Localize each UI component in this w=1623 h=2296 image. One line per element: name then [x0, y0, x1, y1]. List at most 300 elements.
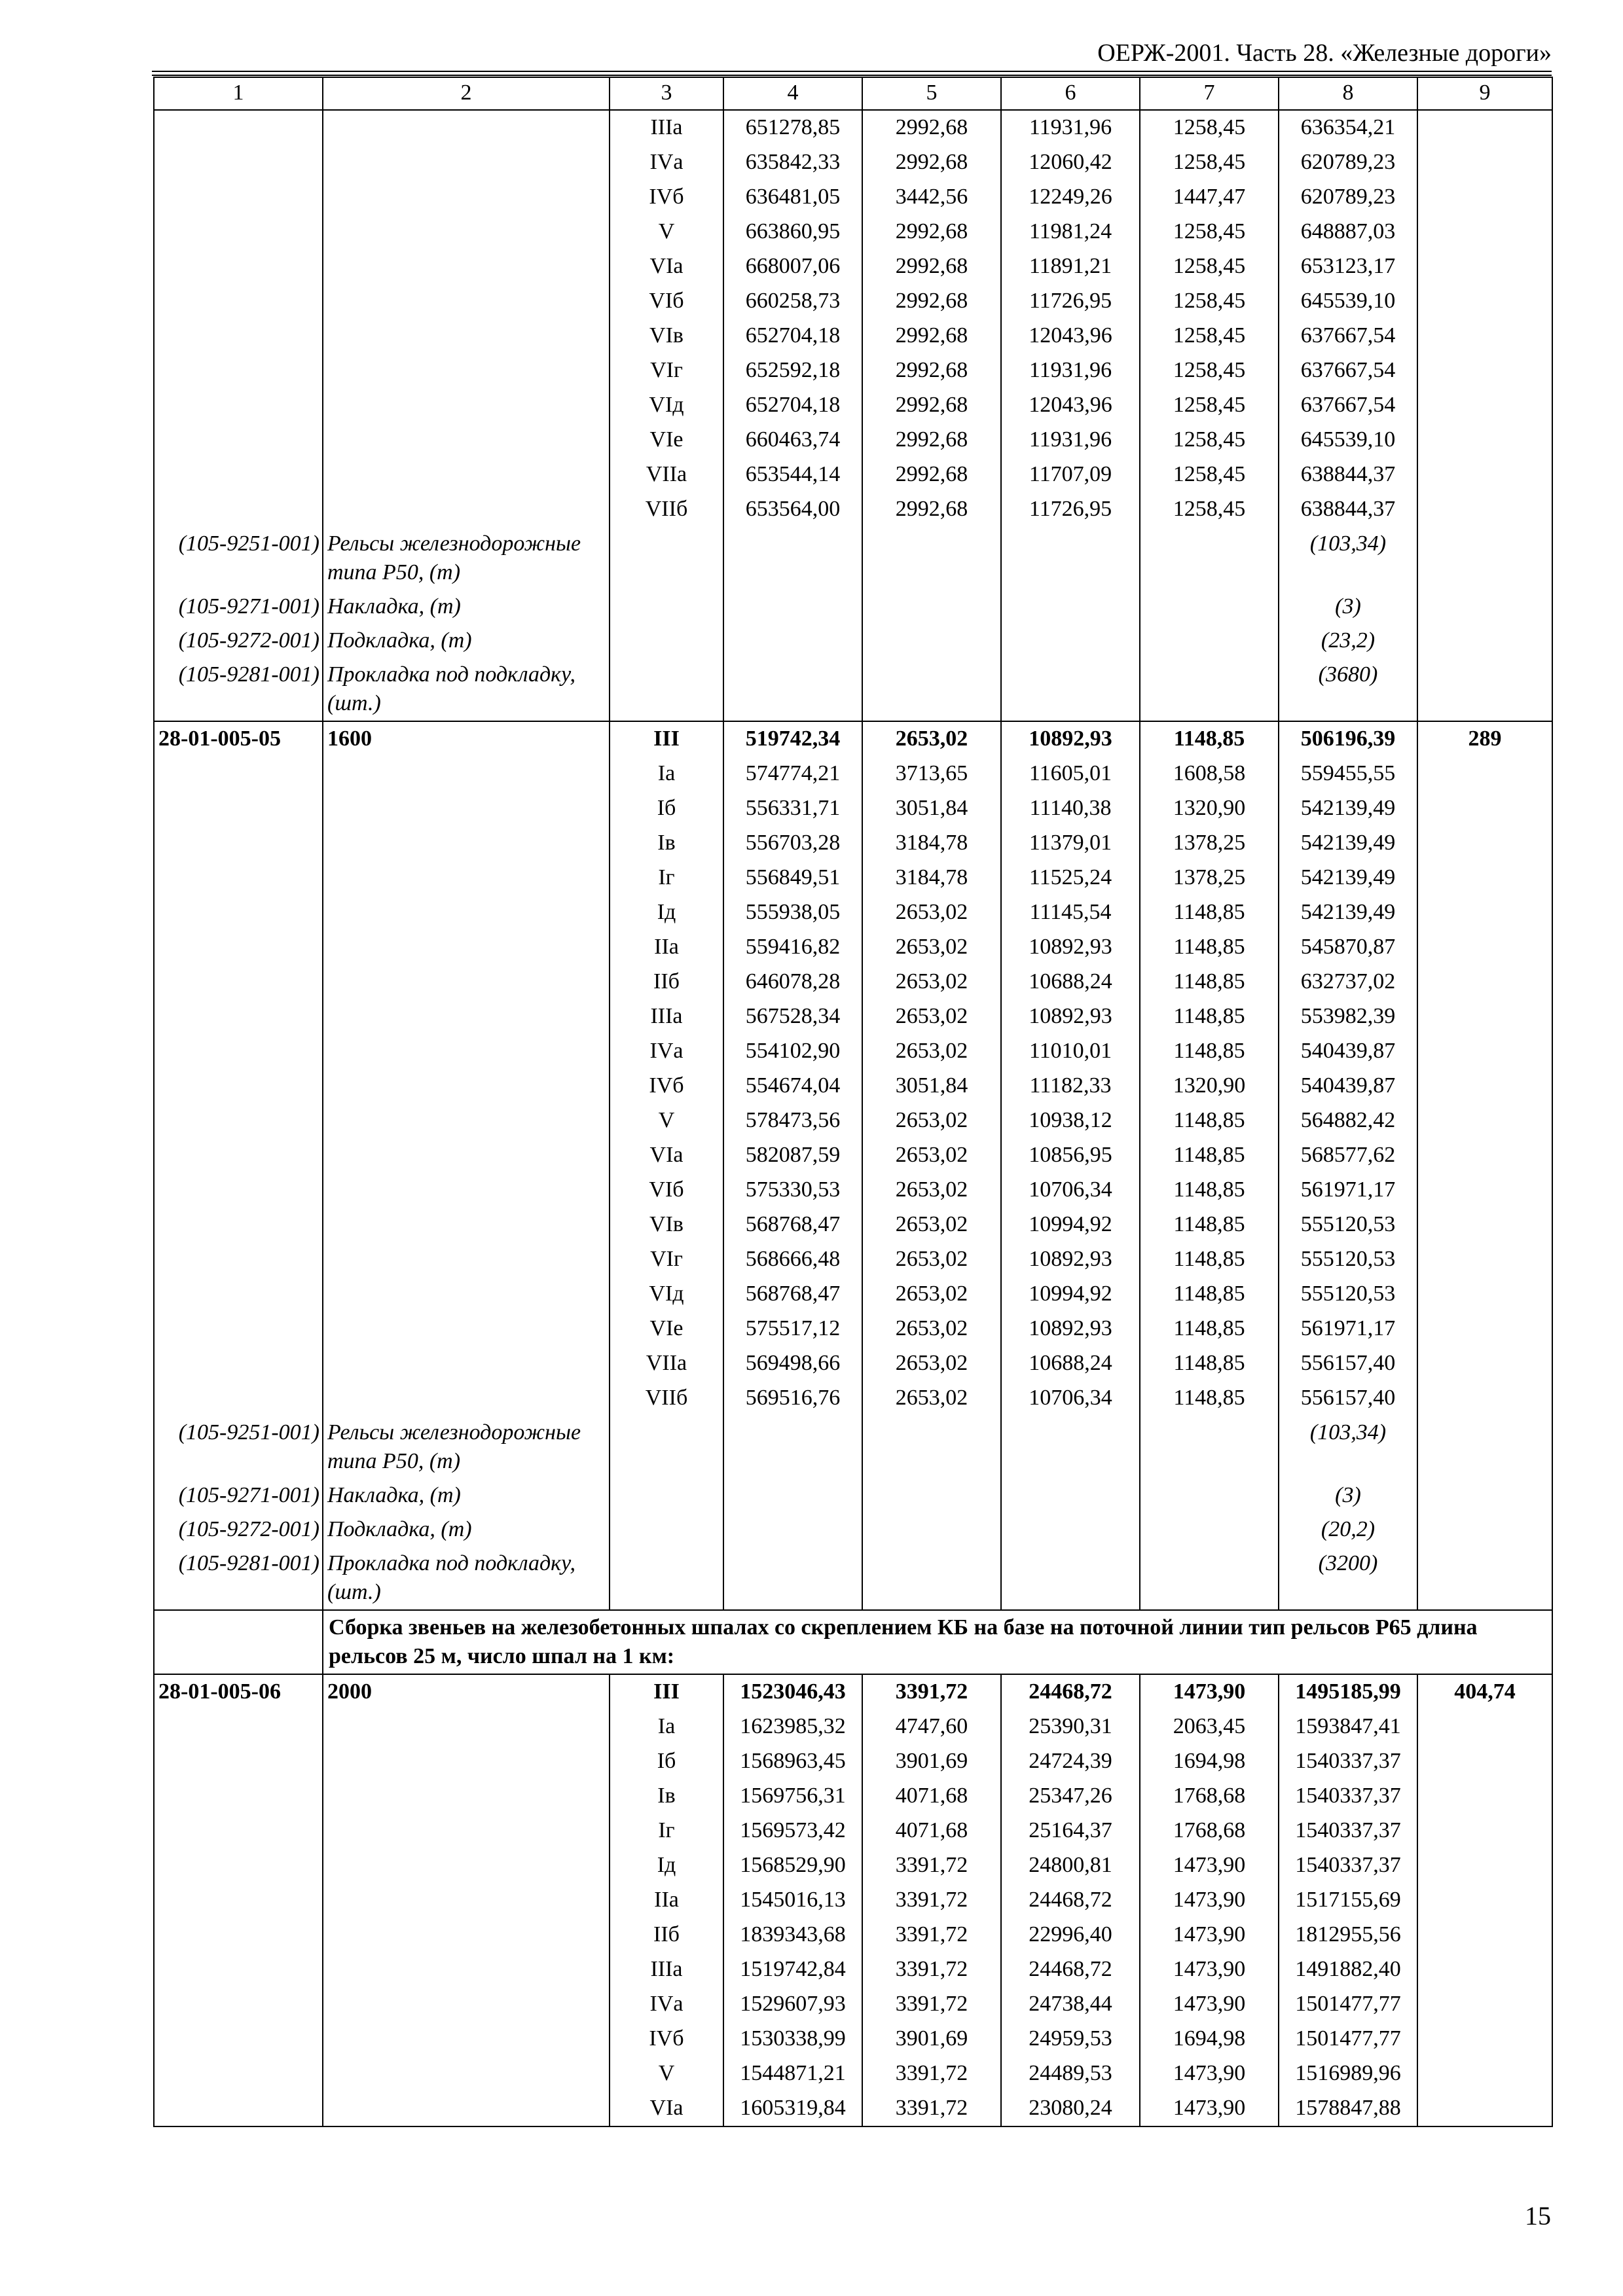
document-header: ОЕРЖ-2001. Часть 28. «Железные дороги»: [1097, 39, 1552, 67]
zone-cell: VIIб: [610, 492, 723, 527]
zone-cell: V: [610, 215, 723, 249]
empty-cell: [323, 1208, 610, 1242]
empty-cell: [862, 1416, 1001, 1479]
machine-cost-cell: 12249,26: [1001, 180, 1140, 215]
labor-cost-cell: 2992,68: [862, 249, 1001, 284]
driver-cost-cell: 1258,45: [1140, 492, 1279, 527]
empty-cell: [323, 791, 610, 826]
driver-cost-cell: 1258,45: [1140, 457, 1279, 492]
empty-cell: [323, 1312, 610, 1346]
empty-cell: [1140, 1416, 1279, 1479]
rate-main-row: [154, 721, 1552, 757]
labor-cost-cell: 3391,72: [862, 1674, 1001, 1710]
empty-cell: [1417, 1208, 1552, 1242]
material-cost-cell: 561971,17: [1279, 1312, 1417, 1346]
empty-cell: [1417, 1814, 1552, 1848]
empty-cell: [154, 1242, 323, 1277]
table-row: [154, 2091, 1552, 2126]
code-cell: 28-01-005-05: [154, 721, 323, 757]
empty-cell: [1140, 590, 1279, 624]
labor-cost-cell: 2653,02: [862, 1034, 1001, 1069]
zone-cell: Iг: [610, 861, 723, 895]
table-row: [154, 1814, 1552, 1848]
table-row: [154, 1208, 1552, 1242]
empty-cell: [323, 2056, 610, 2091]
zone-cell: Iд: [610, 895, 723, 930]
page-number: 15: [1525, 2201, 1551, 2231]
empty-cell: [1417, 757, 1552, 791]
total-cost-cell: 1569573,42: [723, 1814, 862, 1848]
table-row: [154, 791, 1552, 826]
material-cost-cell: 653123,17: [1279, 249, 1417, 284]
zone-cell: VIа: [610, 2091, 723, 2126]
machine-cost-cell: 11707,09: [1001, 457, 1140, 492]
total-cost-cell: 556849,51: [723, 861, 862, 895]
empty-cell: [1417, 110, 1552, 145]
empty-cell: [723, 1479, 862, 1513]
labor-cost-cell: 3391,72: [862, 1987, 1001, 2022]
empty-cell: [862, 1513, 1001, 1547]
resource-qty-cell: (23,2): [1279, 624, 1417, 658]
machine-cost-cell: 25164,37: [1001, 1814, 1140, 1848]
zone-cell: IIа: [610, 1883, 723, 1918]
empty-cell: [323, 423, 610, 457]
col-header-8: 8: [1279, 77, 1417, 110]
material-cost-cell: 620789,23: [1279, 145, 1417, 180]
driver-cost-cell: 1258,45: [1140, 284, 1279, 319]
table-row: [154, 353, 1552, 388]
machine-cost-cell: 11605,01: [1001, 757, 1140, 791]
total-cost-cell: 574774,21: [723, 757, 862, 791]
empty-cell: [1417, 1952, 1552, 1987]
material-cost-cell: 638844,37: [1279, 492, 1417, 527]
machine-cost-cell: 11182,33: [1001, 1069, 1140, 1103]
empty-cell: [1417, 791, 1552, 826]
param-cell: 1600: [323, 721, 610, 757]
total-cost-cell: 652704,18: [723, 319, 862, 353]
driver-cost-cell: 1473,90: [1140, 1848, 1279, 1883]
material-cost-cell: 1593847,41: [1279, 1710, 1417, 1744]
empty-cell: [154, 2056, 323, 2091]
labor-cost-cell: 3391,72: [862, 2056, 1001, 2091]
labor-cost-cell: 2653,02: [862, 1346, 1001, 1381]
table-row: [154, 861, 1552, 895]
zone-cell: Iд: [610, 1848, 723, 1883]
empty-cell: [1001, 658, 1140, 721]
empty-cell: [1417, 895, 1552, 930]
table-row: [154, 895, 1552, 930]
col-header-1: 1: [154, 77, 323, 110]
machine-cost-cell: 25347,26: [1001, 1779, 1140, 1814]
total-cost-cell: 1568963,45: [723, 1744, 862, 1779]
empty-cell: [154, 1173, 323, 1208]
material-cost-cell: 1516989,96: [1279, 2056, 1417, 2091]
zone-cell: VIд: [610, 388, 723, 423]
total-cost-cell: 554102,90: [723, 1034, 862, 1069]
machine-cost-cell: 10892,93: [1001, 1312, 1140, 1346]
zone-cell: VIIа: [610, 1346, 723, 1381]
empty-cell: [1417, 2022, 1552, 2056]
material-cost-cell: 540439,87: [1279, 1069, 1417, 1103]
material-cost-cell: 636354,21: [1279, 110, 1417, 145]
driver-cost-cell: 1320,90: [1140, 791, 1279, 826]
driver-cost-cell: 1378,25: [1140, 826, 1279, 861]
total-cost-cell: 1545016,13: [723, 1883, 862, 1918]
col-header-3: 3: [610, 77, 723, 110]
empty-cell: [1417, 319, 1552, 353]
total-cost-cell: 660258,73: [723, 284, 862, 319]
material-cost-cell: 561971,17: [1279, 1173, 1417, 1208]
material-cost-cell: 1540337,37: [1279, 1848, 1417, 1883]
driver-cost-cell: 1148,85: [1140, 1173, 1279, 1208]
driver-cost-cell: 1148,85: [1140, 1242, 1279, 1277]
empty-cell: [1417, 1312, 1552, 1346]
zone-cell: VIв: [610, 319, 723, 353]
driver-cost-cell: 1148,85: [1140, 895, 1279, 930]
resource-row: [154, 1547, 1552, 1610]
machine-cost-cell: 10892,93: [1001, 1242, 1140, 1277]
table-row: [154, 457, 1552, 492]
table-row: [154, 1103, 1552, 1138]
zone-cell: VIе: [610, 1312, 723, 1346]
empty-cell: [1417, 2056, 1552, 2091]
machine-cost-cell: 23080,24: [1001, 2091, 1140, 2126]
empty-cell: [323, 2091, 610, 2126]
resource-row: [154, 590, 1552, 624]
material-cost-cell: 637667,54: [1279, 353, 1417, 388]
material-cost-cell: 555120,53: [1279, 1277, 1417, 1312]
empty-cell: [323, 1381, 610, 1416]
empty-cell: [1417, 1069, 1552, 1103]
empty-cell: [1417, 353, 1552, 388]
empty-cell: [323, 930, 610, 965]
zone-cell: IIIа: [610, 999, 723, 1034]
total-cost-cell: 575330,53: [723, 1173, 862, 1208]
table-row: [154, 1918, 1552, 1952]
empty-cell: [323, 965, 610, 999]
table-row: [154, 110, 1552, 145]
empty-cell: [610, 527, 723, 590]
rate-main-row: [154, 1674, 1552, 1710]
table-row: [154, 757, 1552, 791]
total-cost-cell: 578473,56: [723, 1103, 862, 1138]
table-row: [154, 2056, 1552, 2091]
driver-cost-cell: 1258,45: [1140, 110, 1279, 145]
zone-cell: Iа: [610, 757, 723, 791]
driver-cost-cell: 1768,68: [1140, 1779, 1279, 1814]
material-cost-cell: 542139,49: [1279, 895, 1417, 930]
empty-cell: [323, 492, 610, 527]
zone-cell: IVа: [610, 1987, 723, 2022]
table-row: [154, 1346, 1552, 1381]
empty-cell: [1417, 1547, 1552, 1610]
empty-cell: [1417, 180, 1552, 215]
empty-cell: [154, 1069, 323, 1103]
table-row: [154, 1242, 1552, 1277]
machine-cost-cell: 10994,92: [1001, 1277, 1140, 1312]
zone-cell: IVб: [610, 2022, 723, 2056]
empty-cell: [323, 457, 610, 492]
empty-cell: [323, 1744, 610, 1779]
driver-cost-cell: 1258,45: [1140, 353, 1279, 388]
zone-cell: VIа: [610, 1138, 723, 1173]
empty-cell: [323, 353, 610, 388]
total-cost-cell: 554674,04: [723, 1069, 862, 1103]
table-row: [154, 930, 1552, 965]
empty-cell: [1001, 1513, 1140, 1547]
empty-cell: [154, 861, 323, 895]
empty-cell: [1417, 388, 1552, 423]
labor-cost-cell: 3051,84: [862, 1069, 1001, 1103]
machine-cost-cell: 10994,92: [1001, 1208, 1140, 1242]
zone-cell: Iб: [610, 1744, 723, 1779]
labor-cost-cell: 3051,84: [862, 791, 1001, 826]
empty-cell: [862, 1479, 1001, 1513]
empty-cell: [723, 527, 862, 590]
resource-qty-cell: (20,2): [1279, 1513, 1417, 1547]
machine-cost-cell: 12043,96: [1001, 388, 1140, 423]
empty-cell: [1417, 1173, 1552, 1208]
empty-cell: [323, 110, 610, 145]
zone-cell: IIб: [610, 1918, 723, 1952]
empty-cell: [154, 1138, 323, 1173]
zone-cell: VIд: [610, 1277, 723, 1312]
labor-cost-cell: 3391,72: [862, 1883, 1001, 1918]
driver-cost-cell: 1694,98: [1140, 2022, 1279, 2056]
driver-cost-cell: 1768,68: [1140, 1814, 1279, 1848]
empty-cell: [323, 999, 610, 1034]
empty-cell: [723, 1547, 862, 1610]
driver-cost-cell: 1148,85: [1140, 1138, 1279, 1173]
empty-cell: [323, 1138, 610, 1173]
empty-cell: [723, 1416, 862, 1479]
zone-cell: VIб: [610, 284, 723, 319]
driver-cost-cell: 1148,85: [1140, 1034, 1279, 1069]
empty-cell: [1417, 423, 1552, 457]
zone-cell: VIIб: [610, 1381, 723, 1416]
driver-cost-cell: 1148,85: [1140, 1208, 1279, 1242]
table-row: [154, 1779, 1552, 1814]
machine-cost-cell: 11981,24: [1001, 215, 1140, 249]
resource-name-cell: Рельсы железнодорожные типа Р50, (т): [323, 527, 610, 590]
empty-cell: [723, 590, 862, 624]
table-row: [154, 1173, 1552, 1208]
table-row: [154, 965, 1552, 999]
driver-cost-cell: 1473,90: [1140, 1952, 1279, 1987]
table-row: [154, 1381, 1552, 1416]
material-cost-cell: 555120,53: [1279, 1242, 1417, 1277]
empty-cell: [323, 895, 610, 930]
empty-cell: [1417, 2091, 1552, 2126]
driver-cost-cell: 1148,85: [1140, 1277, 1279, 1312]
labor-cost-cell: 3184,78: [862, 861, 1001, 895]
labor-cost-cell: 4071,68: [862, 1779, 1001, 1814]
resource-name-cell: Рельсы железнодорожные типа Р50, (т): [323, 1416, 610, 1479]
empty-cell: [1417, 1242, 1552, 1277]
empty-cell: [1140, 624, 1279, 658]
empty-cell: [1417, 1346, 1552, 1381]
material-cost-cell: 564882,42: [1279, 1103, 1417, 1138]
empty-cell: [862, 527, 1001, 590]
empty-cell: [1417, 658, 1552, 721]
zone-cell: IVа: [610, 1034, 723, 1069]
table-row: [154, 180, 1552, 215]
resource-code-cell: (105-9281-001): [154, 1547, 323, 1610]
machine-cost-cell: 11891,21: [1001, 249, 1140, 284]
empty-cell: [1417, 1744, 1552, 1779]
driver-cost-cell: 1148,85: [1140, 1381, 1279, 1416]
labor-cost-cell: 3901,69: [862, 1744, 1001, 1779]
resource-name-cell: Подкладка, (т): [323, 1513, 610, 1547]
col-header-5: 5: [862, 77, 1001, 110]
resource-qty-cell: (3680): [1279, 658, 1417, 721]
empty-cell: [154, 1918, 323, 1952]
machine-cost-cell: 10688,24: [1001, 1346, 1140, 1381]
resource-name-cell: Прокладка под подкладку, (шт.): [323, 1547, 610, 1610]
empty-cell: [154, 1952, 323, 1987]
driver-cost-cell: 1258,45: [1140, 215, 1279, 249]
zone-cell: IIа: [610, 930, 723, 965]
material-cost-cell: 542139,49: [1279, 791, 1417, 826]
resource-code-cell: (105-9271-001): [154, 590, 323, 624]
material-cost-cell: 542139,49: [1279, 826, 1417, 861]
zone-cell: V: [610, 2056, 723, 2091]
zone-cell: IVб: [610, 180, 723, 215]
total-cost-cell: 569516,76: [723, 1381, 862, 1416]
labor-cost-cell: 2992,68: [862, 353, 1001, 388]
labor-cost-cell: 3713,65: [862, 757, 1001, 791]
empty-cell: [154, 1848, 323, 1883]
empty-cell: [323, 1277, 610, 1312]
material-cost-cell: 1491882,40: [1279, 1952, 1417, 1987]
table-row: [154, 1744, 1552, 1779]
empty-cell: [1417, 1883, 1552, 1918]
empty-cell: [154, 1883, 323, 1918]
resource-qty-cell: (103,34): [1279, 527, 1417, 590]
machine-cost-cell: 24468,72: [1001, 1883, 1140, 1918]
zone-cell: III: [610, 1674, 723, 1710]
total-cost-cell: 1568529,90: [723, 1848, 862, 1883]
total-cost-cell: 1530338,99: [723, 2022, 862, 2056]
empty-cell: [1417, 1710, 1552, 1744]
total-cost-cell: 1605319,84: [723, 2091, 862, 2126]
material-cost-cell: 1812955,56: [1279, 1918, 1417, 1952]
empty-cell: [323, 249, 610, 284]
header-rule: [152, 71, 1552, 72]
empty-cell: [610, 1547, 723, 1610]
zone-cell: VIIа: [610, 457, 723, 492]
material-cost-cell: 559455,55: [1279, 757, 1417, 791]
empty-cell: [1417, 1034, 1552, 1069]
empty-cell: [154, 2091, 323, 2126]
zone-cell: V: [610, 1103, 723, 1138]
table-row: [154, 319, 1552, 353]
driver-cost-cell: 1148,85: [1140, 999, 1279, 1034]
zone-cell: VIе: [610, 423, 723, 457]
empty-cell: [323, 1242, 610, 1277]
material-cost-cell: 1540337,37: [1279, 1814, 1417, 1848]
machine-cost-cell: 11145,54: [1001, 895, 1140, 930]
total-cost-cell: 652704,18: [723, 388, 862, 423]
empty-cell: [1001, 1479, 1140, 1513]
empty-cell: [1140, 1513, 1279, 1547]
machine-cost-cell: 12043,96: [1001, 319, 1140, 353]
driver-cost-cell: 1258,45: [1140, 388, 1279, 423]
material-cost-cell: 632737,02: [1279, 965, 1417, 999]
total-cost-cell: 568768,47: [723, 1208, 862, 1242]
empty-cell: [154, 999, 323, 1034]
zone-cell: IVб: [610, 1069, 723, 1103]
empty-cell: [1001, 624, 1140, 658]
empty-cell: [154, 965, 323, 999]
resource-code-cell: (105-9251-001): [154, 527, 323, 590]
empty-cell: [154, 457, 323, 492]
labor-hours-cell: 289: [1417, 721, 1552, 757]
empty-cell: [862, 658, 1001, 721]
material-cost-cell: 545870,87: [1279, 930, 1417, 965]
labor-cost-cell: 3901,69: [862, 2022, 1001, 2056]
total-cost-cell: 568666,48: [723, 1242, 862, 1277]
resource-code-cell: (105-9271-001): [154, 1479, 323, 1513]
empty-cell: [323, 826, 610, 861]
material-cost-cell: 1501477,77: [1279, 2022, 1417, 2056]
driver-cost-cell: 1148,85: [1140, 721, 1279, 757]
zone-cell: IIIа: [610, 110, 723, 145]
empty-cell: [323, 1173, 610, 1208]
empty-cell: [154, 1208, 323, 1242]
empty-cell: [610, 1513, 723, 1547]
empty-cell: [323, 1814, 610, 1848]
empty-cell: [323, 1918, 610, 1952]
table-row: [154, 492, 1552, 527]
empty-cell: [323, 1883, 610, 1918]
machine-cost-cell: 22996,40: [1001, 1918, 1140, 1952]
empty-cell: [154, 895, 323, 930]
empty-cell: [323, 1987, 610, 2022]
empty-cell: [154, 2022, 323, 2056]
table-row: [154, 215, 1552, 249]
col-header-2: 2: [323, 77, 610, 110]
empty-cell: [323, 1779, 610, 1814]
price-table: [153, 77, 1553, 2127]
labor-cost-cell: 2653,02: [862, 895, 1001, 930]
material-cost-cell: 648887,03: [1279, 215, 1417, 249]
material-cost-cell: 1578847,88: [1279, 2091, 1417, 2126]
labor-cost-cell: 2992,68: [862, 423, 1001, 457]
empty-cell: [154, 791, 323, 826]
machine-cost-cell: 11726,95: [1001, 492, 1140, 527]
empty-cell: [1417, 826, 1552, 861]
empty-cell: [154, 1277, 323, 1312]
machine-cost-cell: 11379,01: [1001, 826, 1140, 861]
material-cost-cell: 506196,39: [1279, 721, 1417, 757]
empty-cell: [1417, 1277, 1552, 1312]
table-row: [154, 423, 1552, 457]
empty-cell: [1140, 658, 1279, 721]
resource-code-cell: (105-9281-001): [154, 658, 323, 721]
total-cost-cell: 635842,33: [723, 145, 862, 180]
total-cost-cell: 651278,85: [723, 110, 862, 145]
total-cost-cell: 582087,59: [723, 1138, 862, 1173]
machine-cost-cell: 10892,93: [1001, 930, 1140, 965]
empty-cell: [1417, 249, 1552, 284]
zone-cell: Iа: [610, 1710, 723, 1744]
zone-cell: VIг: [610, 353, 723, 388]
empty-cell: [1417, 999, 1552, 1034]
total-cost-cell: 1623985,32: [723, 1710, 862, 1744]
labor-cost-cell: 2653,02: [862, 1312, 1001, 1346]
labor-cost-cell: 2653,02: [862, 930, 1001, 965]
